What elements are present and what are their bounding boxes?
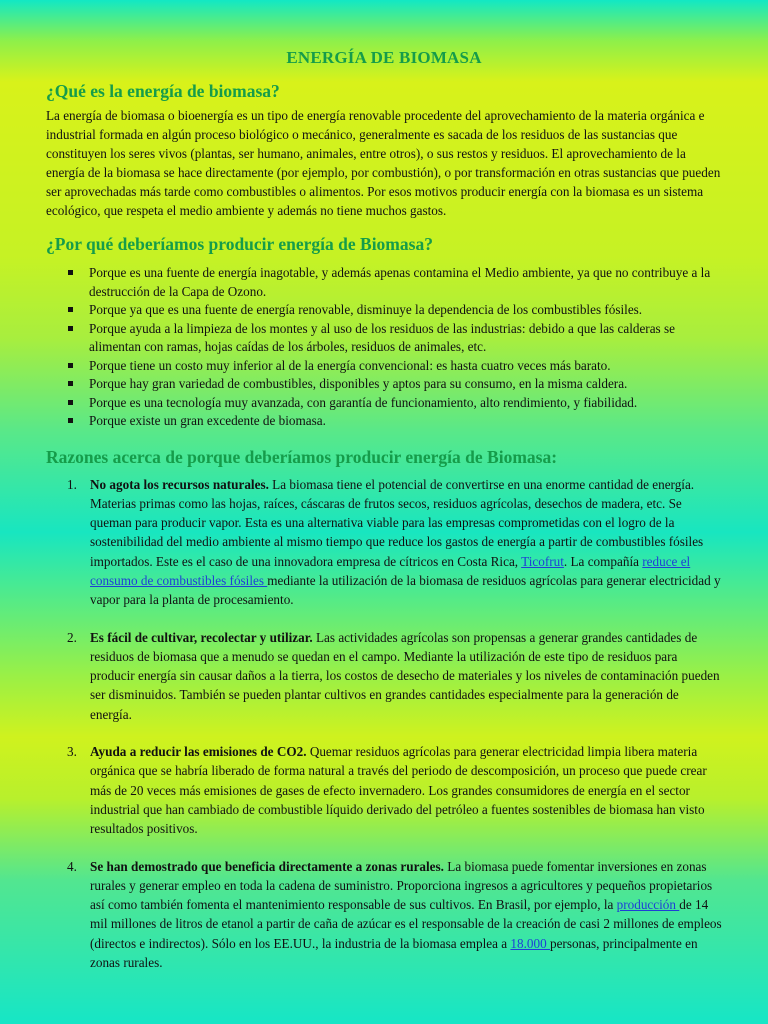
bullet-item: Porque es una tecnología muy avanzada, con garantía de funcionamiento, alto rendimiento, y fiabilidad. xyxy=(89,394,722,413)
item-text: Las actividades agrícolas son propensas a generar grandes cantidades de residuos de biomasa que a menudo se quedan en el campo. Mediante la utilización de este tipo de residuos para producir energía sin causar daños a la tierra, los costos de desecho de materiales y los niveles de contaminación pueden ser disminuidos. También se pueden plantar cultivos en grandes cantidades especialmente para la generación de energía. xyxy=(90,629,720,722)
section-heading-why: ¿Por qué deberíamos producir energía de Biomasa? xyxy=(46,234,433,254)
numbered-item-2 xyxy=(46,628,722,724)
ticofrut-link[interactable]: Ticofrut xyxy=(521,553,564,569)
item-bold-lead: Se han demostrado que beneficia directamente a zonas rurales. xyxy=(90,858,444,874)
bullet-item: Porque ya que es una fuente de energía renovable, disminuye la dependencia de los combustibles fósiles. xyxy=(89,301,722,320)
item-text: . La compañía xyxy=(563,553,643,569)
bullet-item: Porque ayuda a la limpieza de los montes y al uso de los residuos de las industrias: debido a que las calderas se alimentan con ramas, hojas caídas de los árboles, residuos de animales, etc. xyxy=(89,320,722,357)
reasons-bullet-list xyxy=(46,264,722,431)
bullet-item: Porque hay gran variedad de combustibles, disponibles y aptos para su consumo, en la misma caldera. xyxy=(89,375,722,394)
bullet-item: Porque es una fuente de energía inagotable, y además apenas contamina el Medio ambiente, ya que no contribuye a la destrucción de la Capa de Ozono. xyxy=(89,264,722,301)
item-text: La biomasa puede fomentar inversiones en zonas rurales y generar empleo en toda la cadena de suministro. Proporciona ingresos a agricultores y pequeños propietarios así como también fomenta el mantenimiento responsable de sus cultivos. En Brasil, por ejemplo, la xyxy=(90,858,713,913)
item-text: personas, principalmente en zonas rurales. xyxy=(90,935,698,971)
numbered-item-3 xyxy=(46,742,722,838)
reduce-fossil-fuels-link[interactable]: reduce el consumo de combustibles fósiles xyxy=(90,553,691,588)
item-text: Quemar residuos agrícolas para generar electricidad limpia libera materia orgánica que se habría liberado de forma natural a través del periodo de descomposición, un proceso que puede crear más de 20 veces más emisiones de gases de efecto invernadero. Los grandes consumidores de energía en el sector industrial que han cambiado de combustible líquido derivado del petróleo a fuentes sostenibles de biomasa han visto resultados positivos. xyxy=(90,744,707,837)
item-number: 4. xyxy=(67,858,77,874)
numbered-reasons-list xyxy=(46,475,722,973)
item-number: 2. xyxy=(67,629,77,645)
intro-paragraph: La energía de biomasa o bioenergía es un tipo de energía renovable procedente del aprovechamiento de la materia orgánica e industrial formada en algún proceso biológico o mecánico, generalmente es sacada de los residuos de las sustancias que constituyen los seres vivos (plantas, ser humano, animales, entre otros), o sus restos y residuos. El aprovechamiento de la energía de la biomasa se hace directamente (por ejemplo, por combustión), o por transformación en otras sustancias que pueden ser aprovechadas más tarde como combustibles o alimentos. Por esos motivos producir energía con la biomasa es un sistema ecológico, que respeta el medio ambiente y además no tiene muchos gastos. xyxy=(46,108,721,218)
item-text: La biomasa tiene el potencial de convertirse en una enorme cantidad de energía. Materias primas como las hojas, raíces, cáscaras de frutos secos, residuos agrícolas, desechos de madera, etc. Se queman para producir vapor. Esta es una alternativa viable para las empresas comprometidas con el logro de la sostenibilidad del medio ambiente al mismo tiempo que reduce los gastos de energía a partir de combustibles fósiles importados. Este es el caso de una innovadora empresa de cítricos en Costa Rica, xyxy=(90,476,704,569)
item-text: mediante la utilización de la biomasa de residuos agrícolas para generar electricidad y vapor para la planta de procesamiento. xyxy=(90,572,721,608)
bullet-item: Porque existe un gran excedente de biomasa. xyxy=(89,412,722,431)
numbered-item-4 xyxy=(46,857,722,973)
item-bold-lead: Es fácil de cultivar, recolectar y utilizar. xyxy=(90,629,313,645)
item-text: de 14 mil millones de litros de etanol a partir de caña de azúcar es el responsable de la creación de casi 2 millones de empleos (directos e indirectos). Sólo en los EE.UU., la industria de la biomasa emplea a xyxy=(90,897,722,951)
document-title: ENERGÍA DE BIOMASA xyxy=(286,48,482,67)
item-bold-lead: No agota los recursos naturales. xyxy=(90,476,269,492)
item-number: 1. xyxy=(67,476,77,492)
section-heading-what-is: ¿Qué es la energía de biomasa? xyxy=(46,81,280,101)
section-heading-reasons: Razones acerca de porque deberíamos producir energía de Biomasa: xyxy=(46,446,558,467)
item-number: 3. xyxy=(67,744,77,760)
employment-18000-link[interactable]: 18.000 xyxy=(510,935,550,951)
numbered-item-1 xyxy=(46,475,722,610)
produccion-link[interactable]: producción xyxy=(616,897,680,913)
item-bold-lead: Ayuda a reducir las emisiones de CO2. xyxy=(90,744,307,760)
bullet-item: Porque tiene un costo muy inferior al de la energía convencional: es hasta cuatro veces más barato. xyxy=(89,357,722,376)
